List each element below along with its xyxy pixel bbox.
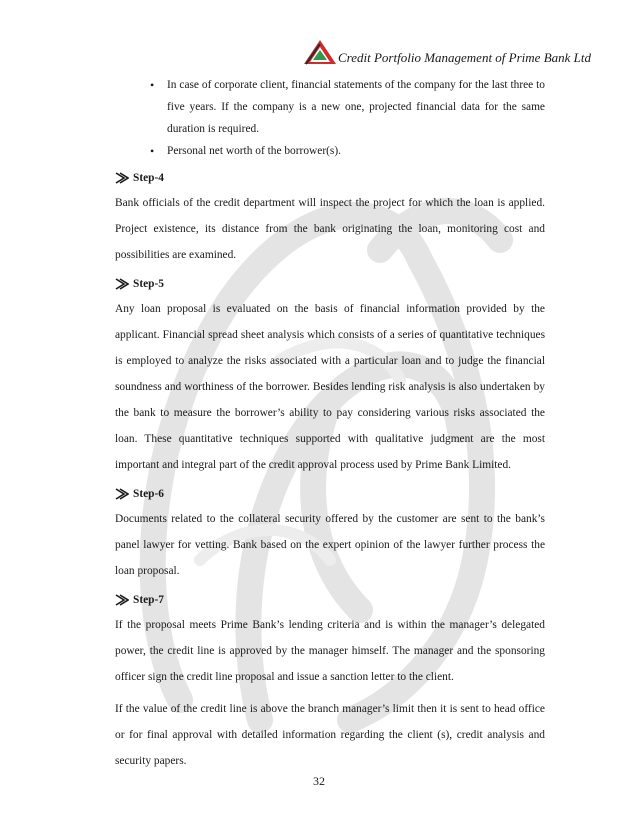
- step-heading: [115, 274, 545, 294]
- page-number: 32: [313, 774, 325, 788]
- bullet-item: • Personal net worth of the borrower(s).: [167, 140, 545, 162]
- step-title: Step-7: [133, 594, 165, 606]
- arrow-bullet-icon: [115, 278, 129, 290]
- bullet-item: • In case of corporate client, financial statements of the company for the last three to five years. If the company is a new one, projected financial data for the same duration is required.: [167, 74, 545, 140]
- step-heading: [115, 484, 545, 504]
- step-title: Step-6: [133, 488, 165, 500]
- arrow-bullet-icon: [115, 172, 129, 184]
- page-header: [300, 38, 600, 72]
- page-content: [115, 74, 545, 774]
- arrow-bullet-icon: [115, 488, 129, 500]
- prime-bank-logo: [302, 38, 338, 66]
- paragraph: Bank officials of the credit department will inspect the project for which the loan is applied. Project existence, its distance from the bank originating the loan, monitoring cost and possibilities are examined.: [115, 197, 545, 261]
- header-title: Credit Portfolio Management of Prime Bank Ltd: [338, 50, 591, 65]
- paragraph: Any loan proposal is evaluated on the basis of financial information provided by the applicant. Financial spread sheet analysis which consists of a series of quantitative techniques is employed to analyze the risks associated with a particular loan and to judge the financial soundness and worthiness of the borrower. Besides lending risk analysis is also undertaken by the bank to measure the borrower’s ability to pay considering various risks associated the loan. These quantitative techniques supported with qualitative judgment are the most important and integral part of the credit approval process used by Prime Bank Limited.: [115, 303, 545, 471]
- arrow-bullet-icon: [115, 594, 129, 606]
- paragraph: If the proposal meets Prime Bank’s lending criteria and is within the manager’s delegated power, the credit line is approved by the manager himself. The manager and the sponsoring officer sign the credit line proposal and issue a sanction letter to the client.: [115, 619, 545, 683]
- paragraph: If the value of the credit line is above the branch manager’s limit then it is sent to head office or for final approval with detailed information regarding the client (s), credit analysis and security papers.: [115, 703, 545, 767]
- paragraph: Documents related to the collateral security offered by the customer are sent to the bank’s panel lawyer for vetting. Bank based on the expert opinion of the lawyer further process the loan proposal.: [115, 513, 545, 577]
- step-title: Step-4: [133, 172, 165, 184]
- step-heading: [115, 590, 545, 610]
- step-heading: [115, 168, 545, 188]
- step-title: Step-5: [133, 278, 165, 290]
- bullet-list: [115, 74, 545, 162]
